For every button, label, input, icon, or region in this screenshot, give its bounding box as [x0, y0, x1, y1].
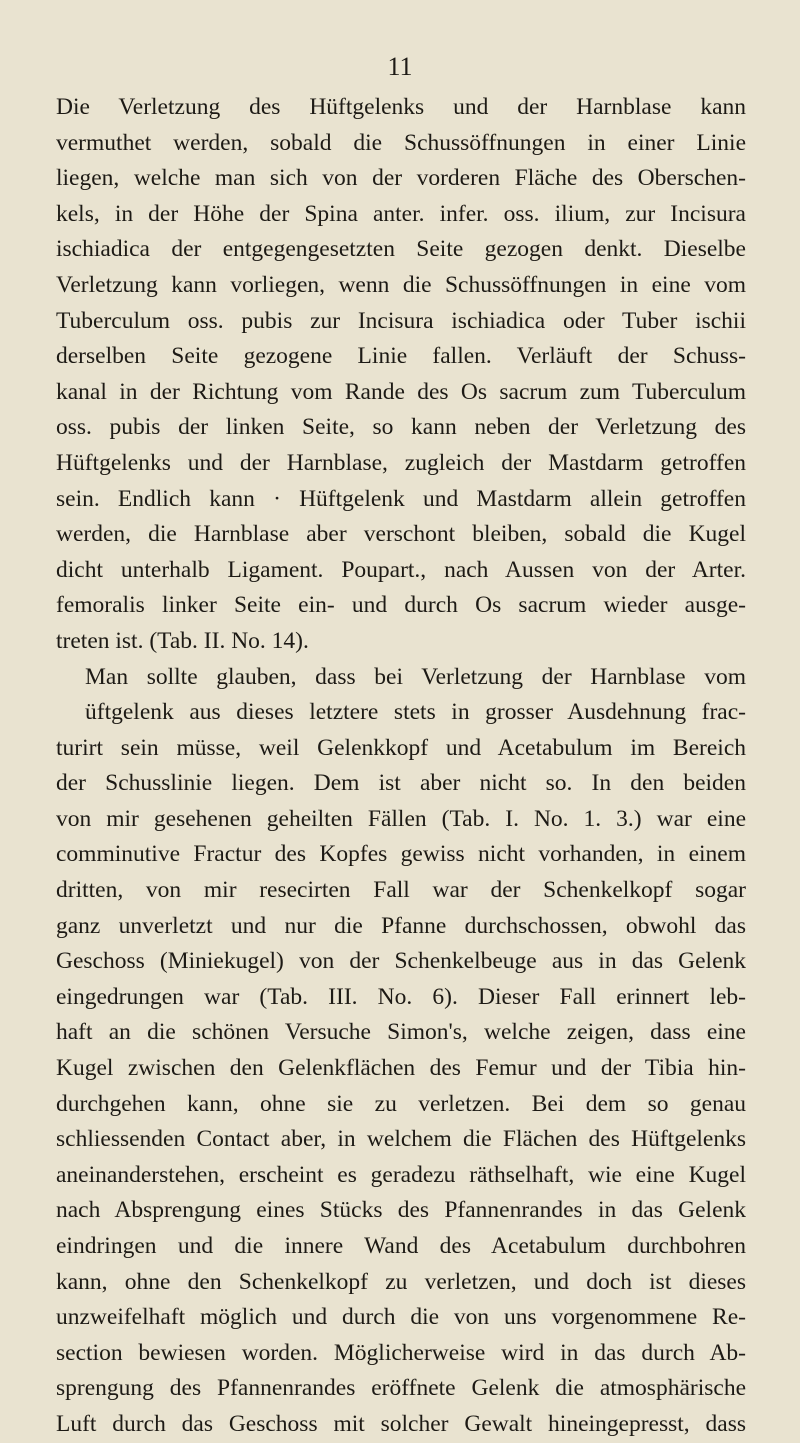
text-line: dicht unterhalb Ligament. Poupart., nach Aussen von der Arter.: [56, 556, 746, 583]
text-line: femoralis linker Seite ein- und durch Os sacrum wieder ausge-: [56, 592, 746, 619]
text-line: Man sollte glauben, dass bei Verletzung der Harnblase vom: [85, 663, 746, 690]
text-line: Die Verletzung des Hüftgelenks und der Harnblase kann: [56, 94, 746, 120]
text-line: üftgelenk aus dieses letztere stets in grosser Ausdehnung frac-: [85, 699, 746, 726]
text-line: Geschoss (Miniekugel) von der Schenkelbeuge aus in das Gelenk: [56, 948, 746, 975]
text-line: dritten, von mir resecirten Fall war der Schenkelkopf sogar: [56, 877, 746, 904]
text-line: turirt sein müsse, weil Gelenkkopf und Acetabulum im Bereich: [56, 734, 746, 761]
text-line: Luft durch das Geschoss mit solcher Gewalt hineingepresst, dass: [56, 1410, 746, 1437]
text-line: kanal in der Richtung vom Rande des Os sacrum zum Tuberculum: [56, 378, 746, 405]
text-line: kels, in der Höhe der Spina anter. infer. oss. ilium, zur Incisura: [56, 200, 746, 227]
text-line: haft an die schönen Versuche Simon's, welche zeigen, dass eine: [56, 1019, 746, 1046]
text-line: liegen, welche man sich von der vorderen Fläche des Oberschen-: [56, 165, 746, 192]
text-line: derselben Seite gezogene Linie fallen. Verläuft der Schuss-: [56, 343, 746, 370]
text-line: schliessenden Contact aber, in welchem die Flächen des Hüftgelenks: [56, 1126, 746, 1153]
text-line: durchgehen kann, ohne sie zu verletzen. Bei dem so genau: [56, 1090, 746, 1117]
text-line: aneinanderstehen, erscheint es geradezu räthselhaft, wie eine Kugel: [56, 1161, 746, 1188]
text-line: werden, die Harnblase aber verschont bleiben, sobald die Kugel: [56, 521, 746, 548]
text-line: Kugel zwischen den Gelenkflächen des Femur und der Tibia hin-: [56, 1055, 746, 1082]
text-line: der Schusslinie liegen. Dem ist aber nicht so. In den beiden: [56, 770, 746, 797]
text-line: nach Absprengung eines Stücks des Pfannenrandes in das Gelenk: [56, 1197, 746, 1224]
text-line: vermuthet werden, sobald die Schussöffnungen in einer Linie: [56, 129, 746, 156]
page-number: 11: [387, 52, 413, 81]
text-line: unzweifelhaft möglich und durch die von uns vorgenommene Re-: [56, 1304, 746, 1331]
text-line: sprengung des Pfannenrandes eröffnete Gelenk die atmosphärische: [56, 1375, 746, 1402]
text-line: Hüftgelenks und der Harnblase, zugleich der Mastdarm getroffen: [56, 449, 746, 476]
text-line: treten ist. (Tab. II. No. 14).: [56, 627, 309, 654]
body-text: [56, 90, 746, 1443]
text-line: von mir gesehenen geheilten Fällen (Tab. I. No. 1. 3.) war eine: [56, 805, 746, 832]
text-line: kann, ohne den Schenkelkopf zu verletzen, und doch ist dieses: [56, 1268, 746, 1295]
text-line: oss. pubis der linken Seite, so kann neben der Verletzung des: [56, 414, 746, 441]
text-line: eingedrungen war (Tab. III. No. 6). Dieser Fall erinnert leb-: [56, 983, 746, 1010]
text-line: ischiadica der entgegengesetzten Seite gezogen denkt. Dieselbe: [56, 236, 746, 263]
text-line: sein. Endlich kann · Hüftgelenk und Mastdarm allein getroffen: [56, 485, 746, 512]
text-line: comminutive Fractur des Kopfes gewiss nicht vorhanden, in einem: [56, 841, 746, 868]
text-line: eindringen und die innere Wand des Acetabulum durchbohren: [56, 1233, 746, 1259]
text-line: section bewiesen worden. Möglicherweise wird in das durch Ab-: [56, 1339, 746, 1366]
text-line: ganz unverletzt und nur die Pfanne durchschossen, obwohl das: [56, 912, 746, 939]
text-line: Tuberculum oss. pubis zur Incisura ischiadica oder Tuber ischii: [56, 307, 746, 334]
text-line: Verletzung kann vorliegen, wenn die Schussöffnungen in eine vom: [56, 271, 746, 298]
